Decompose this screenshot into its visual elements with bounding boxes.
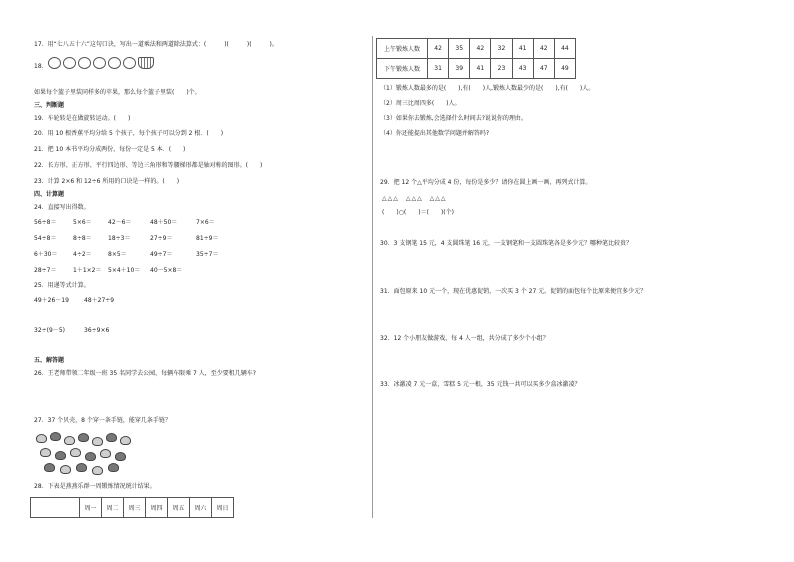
question-18-number: 18． — [34, 63, 48, 70]
table-cell: 32 — [491, 39, 512, 59]
question-25: 25．用递等式计算。 — [34, 282, 90, 289]
table-cell: 43 — [512, 59, 533, 79]
question-27: 27．37 个贝壳，8 个穿一条手链，能穿几条手链？ — [34, 417, 171, 424]
sub-question-3: （3）如果你去锻炼,会选择什么时间去?说说你的理由。 — [380, 115, 527, 122]
calc-cell: 4÷2＝ — [73, 251, 92, 258]
shell-icon — [108, 463, 119, 472]
question-32: 32．12 个小朋友做游戏，每 4 人一组，共分成了多少个小组？ — [380, 335, 549, 342]
exercise-table — [376, 38, 576, 79]
table-cell: 42 — [533, 39, 554, 59]
apple-icon — [63, 57, 76, 69]
table-cell: 23 — [491, 59, 512, 79]
shell-icon — [40, 448, 51, 457]
shell-icon — [50, 432, 61, 441]
sub-question-2: （2）周三比周四多( )人。 — [380, 100, 461, 107]
shell-icon — [106, 433, 117, 442]
calc-cell: 35÷7＝ — [196, 251, 219, 258]
week-day-cell: 周六 — [190, 498, 212, 518]
row-label: 上午锻炼人数 — [377, 39, 428, 59]
calc-cell: 27÷9＝ — [150, 235, 173, 242]
shell-icon — [85, 452, 96, 461]
shell-icon — [92, 437, 103, 446]
shell-icon — [120, 436, 131, 445]
apples-figure — [48, 57, 154, 69]
question-18-text: 如果每个篮子里装同样多的苹果，那么每个篮子里装( )个。 — [34, 89, 201, 96]
apple-icon — [93, 57, 106, 69]
calc-cell: 42－6＝ — [108, 219, 132, 226]
table-cell: 47 — [533, 59, 554, 79]
week-day-cell: 周一 — [80, 498, 102, 518]
section-5-title: 五、解答题 — [34, 357, 65, 364]
table-cell: 39 — [449, 59, 470, 79]
week-day-cell: 周日 — [212, 498, 234, 518]
apple-icon — [48, 57, 61, 69]
apple-icon — [108, 57, 121, 69]
shell-icon — [78, 433, 89, 442]
row-label: 下午锻炼人数 — [377, 59, 428, 79]
question-31: 31．面包原来 10 元一个，现在优惠促销，一次买 3 个 27 元。促销的面包每个比原来便宜多少元？ — [380, 288, 647, 295]
calc-cell: 48＋50＝ — [150, 219, 178, 226]
shell-icon — [70, 448, 81, 457]
shell-icon — [55, 451, 66, 460]
section-4-title: 四、计算题 — [34, 191, 65, 198]
table-cell: 49 — [554, 59, 575, 79]
basket-icon — [138, 57, 154, 69]
week-day-cell: 周四 — [146, 498, 168, 518]
table-cell: 41 — [512, 39, 533, 59]
calc-cell: 54÷8＝ — [34, 235, 57, 242]
question-30: 30．3 支钢笔 15 元，4 支圆珠笔 16 元，一支钢笔和一支圆珠笔各是多少元？哪种笔比较贵？ — [380, 240, 632, 247]
question-29: 29．把 12 个△平均分成 4 份，每份是多少？请你在圆上画一画，再列式计算。 — [380, 179, 592, 186]
week-header-table — [30, 497, 234, 518]
week-table-empty-cell — [31, 498, 80, 518]
shell-icon — [60, 465, 71, 474]
calc-cell: 7×6＝ — [196, 219, 215, 226]
shell-icon — [115, 452, 126, 461]
table-cell: 31 — [428, 59, 449, 79]
table-cell: 42 — [428, 39, 449, 59]
shell-icon — [92, 466, 103, 475]
calc-cell: 49÷7＝ — [150, 251, 173, 258]
calc-cell: 81÷9＝ — [196, 235, 219, 242]
q25-expr-b: 48＋27÷9 — [84, 297, 115, 304]
column-divider — [372, 36, 373, 518]
week-day-cell: 周二 — [102, 498, 124, 518]
calc-cell: 28÷7＝ — [34, 267, 57, 274]
question-20: 20．用 10 根香蕉平均分给 5 个孩子，每个孩子可以分到 2 根．( ) — [34, 130, 224, 137]
shell-icon — [76, 463, 87, 472]
question-17: 17．用“七八五十六”这句口诀，写出一道乘法和两道除法算式：( )( )( )。 — [34, 41, 278, 48]
calc-cell: 5×6＝ — [73, 219, 92, 226]
table-cell: 42 — [470, 39, 491, 59]
q29-formula: ( )○( )＝( )(个) — [382, 209, 454, 216]
question-33: 33．冰激凌 7 元一盒，雪糕 5 元一根，35 元钱一共可以买多少盒冰激凌？ — [380, 381, 581, 388]
sub-question-1: （1）锻炼人数最多的是( ),有( )人,锻炼人数最少的是( ),有( )人。 — [380, 85, 595, 92]
calc-cell: 5×4＋10＝ — [108, 267, 141, 274]
apple-icon — [78, 57, 91, 69]
question-28: 28．下表是燕燕乐群一周锻炼情况统计结果。 — [34, 483, 156, 490]
q25-expr-d: 36÷9×6 — [84, 327, 110, 334]
week-day-cell: 周五 — [168, 498, 190, 518]
calc-cell: 18÷3＝ — [108, 235, 131, 242]
week-day-cell: 周三 — [124, 498, 146, 518]
table-cell: 35 — [449, 39, 470, 59]
calc-cell: 40－5×8＝ — [150, 267, 183, 274]
section-3-title: 三、判断题 — [34, 102, 65, 109]
shell-icon — [44, 463, 55, 472]
question-19: 19．车轮转是在做旋转运动。( ) — [34, 115, 131, 122]
calc-cell: 56÷8＝ — [34, 219, 57, 226]
calc-cell: 6＋30＝ — [34, 251, 58, 258]
table-cell: 44 — [554, 39, 575, 59]
table-cell: 41 — [470, 59, 491, 79]
sub-question-4: （4）你还能提出其他数学问题并解答吗? — [380, 130, 490, 137]
shell-icon — [36, 434, 47, 443]
shell-icon — [64, 436, 75, 445]
triangles-figure: △△△ △△△ △△△ — [382, 195, 447, 202]
question-21: 21．把 10 本书平均分成两份，每份一定是 5 本．( ) — [34, 146, 186, 153]
apple-icon — [123, 57, 136, 69]
shell-icon — [100, 449, 111, 458]
question-23: 23．计算 2×6 和 12÷6 所用的口诀是一样的。( ) — [34, 178, 180, 185]
calc-cell: 1＋1×2＝ — [73, 267, 102, 274]
calc-cell: 8×5＝ — [108, 251, 127, 258]
calc-cell: 8÷8＝ — [73, 235, 92, 242]
q25-expr-a: 49＋26－19 — [34, 297, 69, 304]
question-26: 26．王老师带领二年级一班 35 名同学去公园，每辆车限乘 7 人，至少要租几辆车? — [34, 370, 256, 377]
question-24: 24．直接写出得数。 — [34, 204, 90, 211]
q25-expr-c: 32÷(9－5) — [34, 327, 65, 334]
question-22: 22．长方形、正方形、平行四边形、等边三角形和等腰梯形都是轴对称的图形。( ) — [34, 162, 263, 169]
